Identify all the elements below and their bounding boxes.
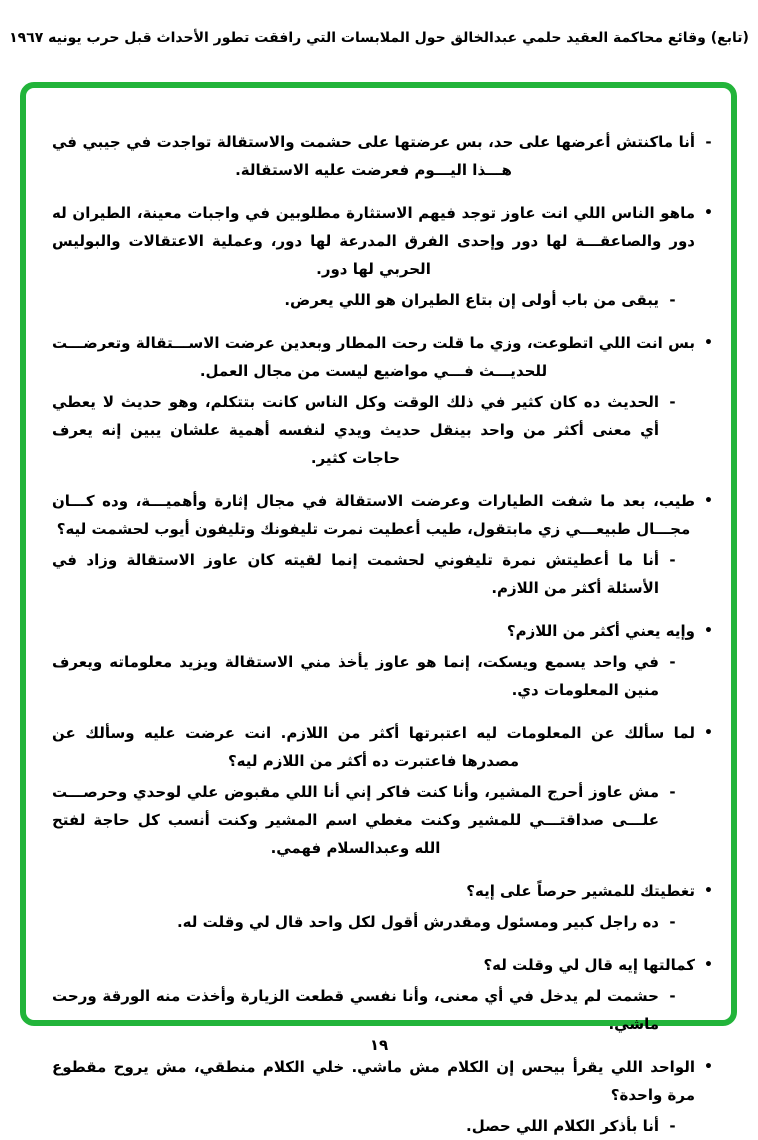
bullet-icon: • — [704, 957, 713, 973]
dialog-item-text: أنا ما أعطيتش نمرة تليفوني لحشمت إنما لقيته كان عاوز الاستقالة وزاد في الأسئلة أكثر من اللازم. — [52, 551, 659, 597]
dialog-item — [52, 388, 679, 472]
bullet-icon: • — [704, 335, 713, 351]
dialog-item — [52, 778, 679, 862]
dialog-item — [52, 1112, 679, 1140]
dialog-item-text: تغطيتك للمشير حرصاً على إيه؟ — [466, 882, 695, 900]
bullet-icon: • — [704, 623, 713, 639]
dialog-item — [52, 617, 715, 645]
bullet-icon: • — [704, 1059, 713, 1075]
dialog-item — [52, 982, 679, 1038]
dialog-item-text: كمالتها إيه قال لي وقلت له؟ — [483, 956, 695, 974]
dash-icon: - — [669, 653, 676, 671]
dialog-item — [52, 908, 679, 936]
dialog-item — [52, 648, 679, 704]
bullet-icon: • — [704, 725, 713, 741]
dash-icon: - — [669, 551, 676, 569]
dialog-item — [52, 286, 679, 314]
page-header-title: (تابع) وقائع محاكمة العقيد حلمي عبدالخالق حول الملابسات التي رافقت تطور الأحداث قبل حرب يونيه ١٩٦٧ — [9, 30, 749, 46]
dialog-item-text: الحديث ده كان كثير في ذلك الوقت وكل الناس كانت بتتكلم، وهو حديث لا يعطي أي معنى أكثر من واحد بينقل حديث ويدي لنفسه أهمية علشان يبين إنه يعرف حاجات كثير. — [52, 393, 659, 467]
dialog-item — [52, 877, 715, 905]
dialog-item-text: مش عاوز أحرج المشير، وأنا كنت فاكر إني أنا اللي مقبوض علي لوحدي وحرصـــت علـــى صداقتـــي للمشير وكنت مغطي اسم المشير وكنت أنسب كل حاجة لفتح الله وعبدالسلام فهمي. — [52, 783, 659, 857]
dialog-item-text: الواحد اللي يقرأ بيحس إن الكلام مش ماشي. خلي الكلام منطقي، مش يروح مقطوع مرة واحدة؟ — [52, 1058, 695, 1104]
dash-icon: - — [705, 133, 712, 151]
dialog-item-text: أنا بأذكر الكلام اللي حصل. — [466, 1117, 659, 1135]
dash-icon: - — [669, 913, 676, 931]
dialog-item-text: حشمت لم يدخل في أي معنى، وأنا نفسي قطعت الزيارة وأخذت منه الورقة ورحت ماشي. — [52, 987, 659, 1033]
dash-icon: - — [669, 393, 676, 411]
dash-icon: - — [669, 783, 676, 801]
dialog-item — [52, 719, 715, 775]
dash-icon: - — [669, 1117, 676, 1135]
page-number: ١٩ — [369, 1036, 389, 1054]
bullet-icon: • — [704, 883, 713, 899]
dialog-item-text: ده راجل كبير ومسئول ومقدرش أقول لكل واحد قال لي وقلت له. — [176, 913, 659, 931]
dialog-item — [52, 951, 715, 979]
bullet-icon: • — [704, 205, 713, 221]
dialog-item — [52, 128, 715, 184]
dialog-item-text: وإيه يعني أكثر من اللازم؟ — [506, 622, 695, 640]
dialog-item — [52, 546, 679, 602]
dash-icon: - — [669, 291, 676, 309]
dash-icon: - — [669, 987, 676, 1005]
dialog-item-text: في واحد يسمع ويسكت، إنما هو عاوز يأخذ مني الاستقالة ويزيد معلوماته ويعرف منين المعلومات دي. — [52, 653, 659, 699]
bullet-icon: • — [704, 493, 713, 509]
dialog-item-text: لما سألك عن المعلومات ليه اعتبرتها أكثر من اللازم. انت عرضت عليه وسألك عن مصدرها فاعتبرت ده أكثر من اللازم ليه؟ — [52, 724, 695, 770]
dialog-item-text: ماهو الناس اللي انت عاوز توجد فيهم الاستثارة مطلوبين في واجبات معينة، الطيران له دور والصاعقـــة لها دور وإحدى الفرق المدرعة لها دور، وعملية الاعتقالات والبوليس الحربي لها دور. — [52, 204, 695, 278]
dialog-item — [52, 487, 715, 543]
dialog-item — [52, 1053, 715, 1109]
dialog-item-text: يبقى من باب أولى إن بتاع الطيران هو اللي يعرض. — [284, 291, 659, 309]
dialog-item-text: بس انت اللي اتطوعت، وزي ما قلت رحت المطار وبعدين عرضت الاســـتقالة وتعرضـــت للحديـــث فـــي مواضيع ليست من مجال العمل. — [52, 334, 695, 380]
dialog-item-text: طيب، بعد ما شفت الطيارات وعرضت الاستقالة في مجال إثارة وأهميـــة، وده كـــان مجـــال طبيعـــي زي مابتقول، طيب أعطيت نمرت تليفونك وتليفون أيوب لحشمت ليه؟ — [52, 492, 695, 538]
dialog-item — [52, 199, 715, 283]
dialog-item — [52, 329, 715, 385]
dialog-item-text: أنا ماكنتش أعرضها على حد، بس عرضتها على حشمت والاستقالة تواجدت في جيبي في هـــذا اليـــوم فعرضت عليه الاستقالة. — [52, 133, 695, 179]
